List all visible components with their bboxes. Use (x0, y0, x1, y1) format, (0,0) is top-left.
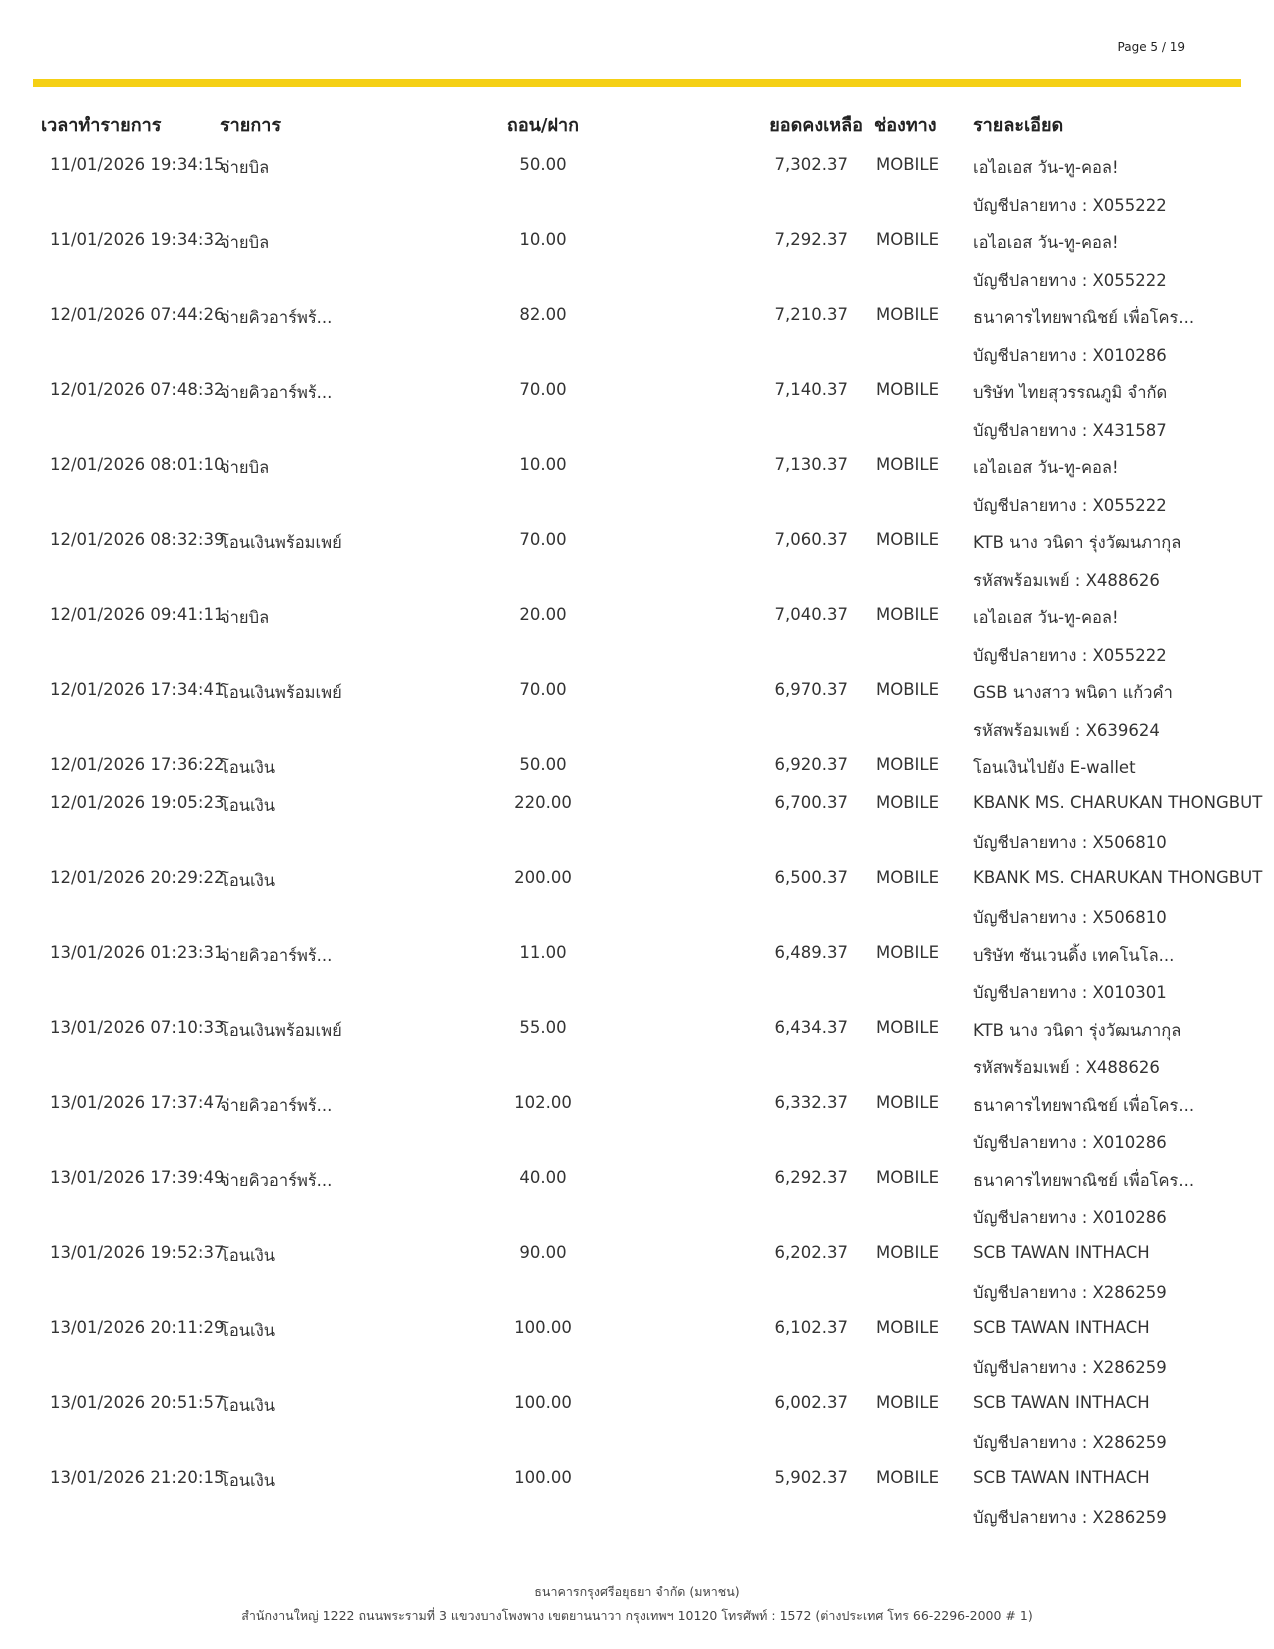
cell-amount: 90.00 (519, 1242, 567, 1262)
row-main-line (33, 935, 1241, 973)
table-row (33, 1235, 1241, 1310)
cell-amount: 11.00 (519, 942, 567, 962)
row-detail-line (33, 710, 1241, 748)
cell-time: 12/01/2026 17:36:22 (50, 755, 225, 774)
cell-detail: เอไอเอส วัน-ทู-คอล! (973, 458, 1119, 477)
row-detail-line (33, 897, 1241, 935)
cell-time: 12/01/2026 08:01:10 (50, 455, 225, 474)
cell-detail: KBANK MS. CHARUKAN THONGBUT (973, 867, 1263, 887)
cell-balance: 6,700.37 (774, 792, 848, 812)
cell-detail: เอไอเอส วัน-ทู-คอล! (973, 233, 1119, 252)
row-main-line (33, 1010, 1241, 1048)
table-header (33, 104, 1241, 146)
footer-bank-name: ธนาคารกรุงศรีอยุธยา จำกัด (มหาชน) (534, 1584, 740, 1599)
cell-detail-account: รหัสพร้อมเพย์ : X488626 (973, 570, 1160, 590)
table-row (33, 935, 1241, 1010)
cell-time: 12/01/2026 07:48:32 (50, 380, 225, 399)
cell-balance: 7,040.37 (774, 605, 848, 624)
cell-detail-account: บัญชีปลายทาง : X010286 (973, 1208, 1167, 1227)
cell-detail-account: บัญชีปลายทาง : X055222 (973, 645, 1167, 665)
header-details: รายละเอียด (973, 115, 1064, 136)
cell-balance: 6,970.37 (774, 680, 848, 699)
table-row (33, 222, 1241, 297)
row-detail-line (33, 1272, 1241, 1310)
cell-item: โอนเงินพร้อมเพย์ (220, 533, 342, 552)
row-main-line (33, 522, 1241, 560)
cell-balance: 6,489.37 (774, 942, 848, 962)
cell-time: 12/01/2026 09:41:11 (50, 605, 225, 624)
cell-item: จ่ายบิล (220, 608, 270, 627)
cell-amount: 50.00 (519, 755, 567, 774)
cell-balance: 6,202.37 (774, 1242, 848, 1262)
cell-detail: SCB TAWAN INTHACH (973, 1317, 1150, 1337)
cell-balance: 6,500.37 (774, 867, 848, 887)
cell-balance: 7,302.37 (774, 155, 848, 174)
cell-channel: MOBILE (876, 455, 940, 474)
cell-channel: MOBILE (876, 380, 940, 399)
cell-balance: 7,130.37 (774, 455, 848, 474)
row-detail-line (33, 1347, 1241, 1385)
cell-time: 13/01/2026 20:51:57 (50, 1392, 225, 1412)
cell-amount: 50.00 (519, 155, 567, 174)
cell-amount: 10.00 (519, 455, 567, 474)
cell-item: จ่ายคิวอาร์พร้... (220, 945, 333, 965)
table-row (33, 1310, 1241, 1385)
cell-time: 12/01/2026 08:32:39 (50, 530, 225, 549)
cell-balance: 7,210.37 (774, 305, 848, 324)
row-main-line (33, 447, 1241, 485)
row-detail-line (33, 560, 1241, 598)
page-number: Page 5 / 19 (1117, 40, 1185, 54)
cell-balance: 5,902.37 (774, 1467, 848, 1487)
cell-amount: 55.00 (519, 1017, 567, 1037)
table-row (33, 860, 1263, 935)
cell-detail-account: บัญชีปลายทาง : X431587 (973, 420, 1167, 440)
cell-detail-account: รหัสพร้อมเพย์ : X488626 (973, 1058, 1160, 1077)
table-row (33, 747, 1241, 785)
cell-detail-account: รหัสพร้อมเพย์ : X639624 (973, 720, 1160, 740)
cell-time: 13/01/2026 17:37:47 (50, 1092, 225, 1112)
cell-time: 13/01/2026 20:11:29 (50, 1317, 225, 1337)
cell-channel: MOBILE (876, 1392, 940, 1412)
cell-balance: 6,292.37 (774, 1167, 848, 1187)
cell-amount: 40.00 (519, 1167, 567, 1187)
cell-amount: 220.00 (514, 792, 572, 812)
cell-channel: MOBILE (876, 942, 940, 962)
cell-detail: KTB นาง วนิดา รุ่งวัฒนภากุล (973, 1020, 1182, 1040)
cell-detail: บริษัท ซันเวนดิ้ง เทคโนโล... (973, 945, 1175, 965)
cell-detail-account: บัญชีปลายทาง : X010286 (973, 345, 1167, 365)
table-row (33, 1085, 1241, 1160)
cell-item: โอนเงิน (220, 795, 276, 815)
cell-time: 13/01/2026 19:52:37 (50, 1242, 225, 1262)
cell-time: 13/01/2026 21:20:15 (50, 1467, 225, 1487)
cell-amount: 70.00 (519, 380, 567, 399)
row-detail-line (33, 1497, 1241, 1535)
cell-detail: SCB TAWAN INTHACH (973, 1467, 1150, 1487)
table-row (33, 785, 1263, 860)
row-main-line (33, 747, 1241, 785)
cell-detail: โอนเงินไปยัง E-wallet (973, 758, 1136, 777)
row-main-line (33, 785, 1263, 823)
table-row (33, 147, 1241, 222)
cell-amount: 100.00 (514, 1467, 572, 1487)
cell-channel: MOBILE (876, 1467, 940, 1487)
cell-amount: 70.00 (519, 680, 567, 699)
row-main-line (33, 222, 1241, 260)
cell-detail: ธนาคารไทยพาณิชย์ เพื่อโคร... (973, 1095, 1195, 1115)
row-detail-line (33, 260, 1241, 298)
cell-item: โอนเงิน (220, 758, 276, 777)
table-row (33, 1010, 1241, 1085)
cell-detail: GSB นางสาว พนิดา แก้วคำ (973, 683, 1173, 702)
cell-detail-account: บัญชีปลายทาง : X506810 (973, 833, 1167, 852)
header-rule (33, 79, 1241, 87)
row-main-line (33, 1310, 1241, 1348)
table-row (33, 522, 1241, 597)
table-row (33, 447, 1241, 522)
cell-balance: 6,332.37 (774, 1092, 848, 1112)
cell-time: 12/01/2026 19:05:23 (50, 792, 225, 812)
cell-channel: MOBILE (876, 1017, 940, 1037)
cell-item: จ่ายบิล (220, 458, 270, 477)
row-detail-line (33, 1122, 1241, 1160)
cell-channel: MOBILE (876, 530, 940, 549)
cell-time: 12/01/2026 17:34:41 (50, 680, 225, 699)
cell-channel: MOBILE (876, 680, 940, 699)
cell-balance: 6,002.37 (774, 1392, 848, 1412)
header-item: รายการ (220, 115, 281, 136)
header-time: เวลาทำรายการ (41, 115, 162, 136)
row-main-line (33, 1160, 1241, 1198)
cell-detail: บริษัท ไทยสุวรรณภูมิ จำกัด (973, 383, 1168, 402)
header-channel: ช่องทาง (874, 115, 937, 136)
cell-detail: เอไอเอส วัน-ทู-คอล! (973, 608, 1119, 627)
row-main-line (33, 860, 1263, 898)
cell-detail-account: บัญชีปลายทาง : X286259 (973, 1433, 1167, 1452)
cell-item: จ่ายคิวอาร์พร้... (220, 308, 333, 327)
cell-channel: MOBILE (876, 792, 940, 812)
cell-detail: KBANK MS. CHARUKAN THONGBUT (973, 792, 1263, 812)
table-row (33, 297, 1241, 372)
cell-time: 11/01/2026 19:34:32 (50, 230, 225, 249)
cell-detail: KTB นาง วนิดา รุ่งวัฒนภากุล (973, 533, 1182, 552)
header-amount: ถอน/ฝาก (506, 115, 580, 136)
row-main-line (33, 1385, 1241, 1423)
row-main-line (33, 1085, 1241, 1123)
cell-channel: MOBILE (876, 605, 940, 624)
row-detail-line (33, 1047, 1241, 1085)
cell-time: 13/01/2026 01:23:31 (50, 942, 225, 962)
cell-channel: MOBILE (876, 1167, 940, 1187)
row-detail-line (33, 822, 1241, 860)
cell-channel: MOBILE (876, 755, 940, 774)
row-detail-line (33, 485, 1241, 523)
cell-detail-account: บัญชีปลายทาง : X506810 (973, 908, 1167, 927)
cell-detail-account: บัญชีปลายทาง : X055222 (973, 195, 1167, 215)
row-main-line (33, 1460, 1241, 1498)
cell-amount: 20.00 (519, 605, 567, 624)
cell-detail: SCB TAWAN INTHACH (973, 1392, 1150, 1412)
cell-detail-account: บัญชีปลายทาง : X286259 (973, 1358, 1167, 1377)
cell-channel: MOBILE (876, 1317, 940, 1337)
row-main-line (33, 372, 1241, 410)
cell-amount: 100.00 (514, 1392, 572, 1412)
cell-detail: ธนาคารไทยพาณิชย์ เพื่อโคร... (973, 308, 1195, 327)
table-row (33, 672, 1241, 747)
cell-detail: เอไอเอส วัน-ทู-คอล! (973, 158, 1119, 177)
cell-detail-account: บัญชีปลายทาง : X010286 (973, 1133, 1167, 1152)
cell-item: โอนเงิน (220, 1395, 276, 1415)
cell-amount: 10.00 (519, 230, 567, 249)
cell-channel: MOBILE (876, 1242, 940, 1262)
cell-detail-account: บัญชีปลายทาง : X286259 (973, 1283, 1167, 1302)
cell-item: จ่ายคิวอาร์พร้... (220, 383, 333, 402)
row-main-line (33, 1235, 1241, 1273)
cell-amount: 200.00 (514, 867, 572, 887)
cell-time: 11/01/2026 19:34:15 (50, 155, 225, 174)
row-main-line (33, 297, 1241, 335)
cell-item: โอนเงิน (220, 1245, 276, 1265)
footer-address: สำนักงานใหญ่ 1222 ถนนพระรามที่ 3 แขวงบางโพงพาง เขตยานนาวา กรุงเทพฯ 10120 โทรศัพท์ : 1572 (ต่างประเทศ โทร 66-2296-2000 # 1) (241, 1608, 1033, 1623)
transaction-table (33, 147, 1263, 1535)
row-detail-line (33, 1197, 1241, 1235)
table-row (33, 1160, 1241, 1235)
cell-balance: 7,140.37 (774, 380, 848, 399)
header-balance: ยอดคงเหลือ (769, 115, 863, 136)
cell-amount: 82.00 (519, 305, 567, 324)
cell-detail-account: บัญชีปลายทาง : X055222 (973, 495, 1167, 515)
cell-balance: 6,434.37 (774, 1017, 848, 1037)
cell-detail-account: บัญชีปลายทาง : X286259 (973, 1508, 1167, 1527)
cell-balance: 6,920.37 (774, 755, 848, 774)
table-row (33, 372, 1241, 447)
cell-channel: MOBILE (876, 305, 940, 324)
cell-detail: ธนาคารไทยพาณิชย์ เพื่อโคร... (973, 1170, 1195, 1190)
cell-time: 12/01/2026 20:29:22 (50, 867, 225, 887)
cell-item: โอนเงิน (220, 870, 276, 890)
cell-item: จ่ายบิล (220, 158, 270, 177)
row-detail-line (33, 972, 1241, 1010)
cell-time: 13/01/2026 17:39:49 (50, 1167, 225, 1187)
cell-amount: 100.00 (514, 1317, 572, 1337)
cell-channel: MOBILE (876, 155, 940, 174)
cell-detail-account: บัญชีปลายทาง : X010301 (973, 983, 1167, 1002)
cell-detail: SCB TAWAN INTHACH (973, 1242, 1150, 1262)
cell-channel: MOBILE (876, 867, 940, 887)
row-detail-line (33, 410, 1241, 448)
row-main-line (33, 597, 1241, 635)
cell-amount: 70.00 (519, 530, 567, 549)
cell-item: จ่ายบิล (220, 233, 270, 252)
cell-channel: MOBILE (876, 1092, 940, 1112)
table-row (33, 1385, 1241, 1460)
row-detail-line (33, 1422, 1241, 1460)
cell-time: 12/01/2026 07:44:26 (50, 305, 225, 324)
row-detail-line (33, 635, 1241, 673)
table-row (33, 1460, 1241, 1535)
row-detail-line (33, 335, 1241, 373)
cell-amount: 102.00 (514, 1092, 572, 1112)
cell-balance: 7,292.37 (774, 230, 848, 249)
cell-item: โอนเงิน (220, 1470, 276, 1490)
cell-item: โอนเงินพร้อมเพย์ (220, 1020, 342, 1040)
cell-item: โอนเงินพร้อมเพย์ (220, 683, 342, 702)
cell-time: 13/01/2026 07:10:33 (50, 1017, 225, 1037)
cell-item: จ่ายคิวอาร์พร้... (220, 1095, 333, 1115)
cell-detail-account: บัญชีปลายทาง : X055222 (973, 270, 1167, 290)
cell-balance: 6,102.37 (774, 1317, 848, 1337)
row-detail-line (33, 185, 1241, 223)
cell-balance: 7,060.37 (774, 530, 848, 549)
table-row (33, 597, 1241, 672)
cell-channel: MOBILE (876, 230, 940, 249)
row-main-line (33, 672, 1241, 710)
row-main-line (33, 147, 1241, 185)
cell-item: โอนเงิน (220, 1320, 276, 1340)
cell-item: จ่ายคิวอาร์พร้... (220, 1170, 333, 1190)
